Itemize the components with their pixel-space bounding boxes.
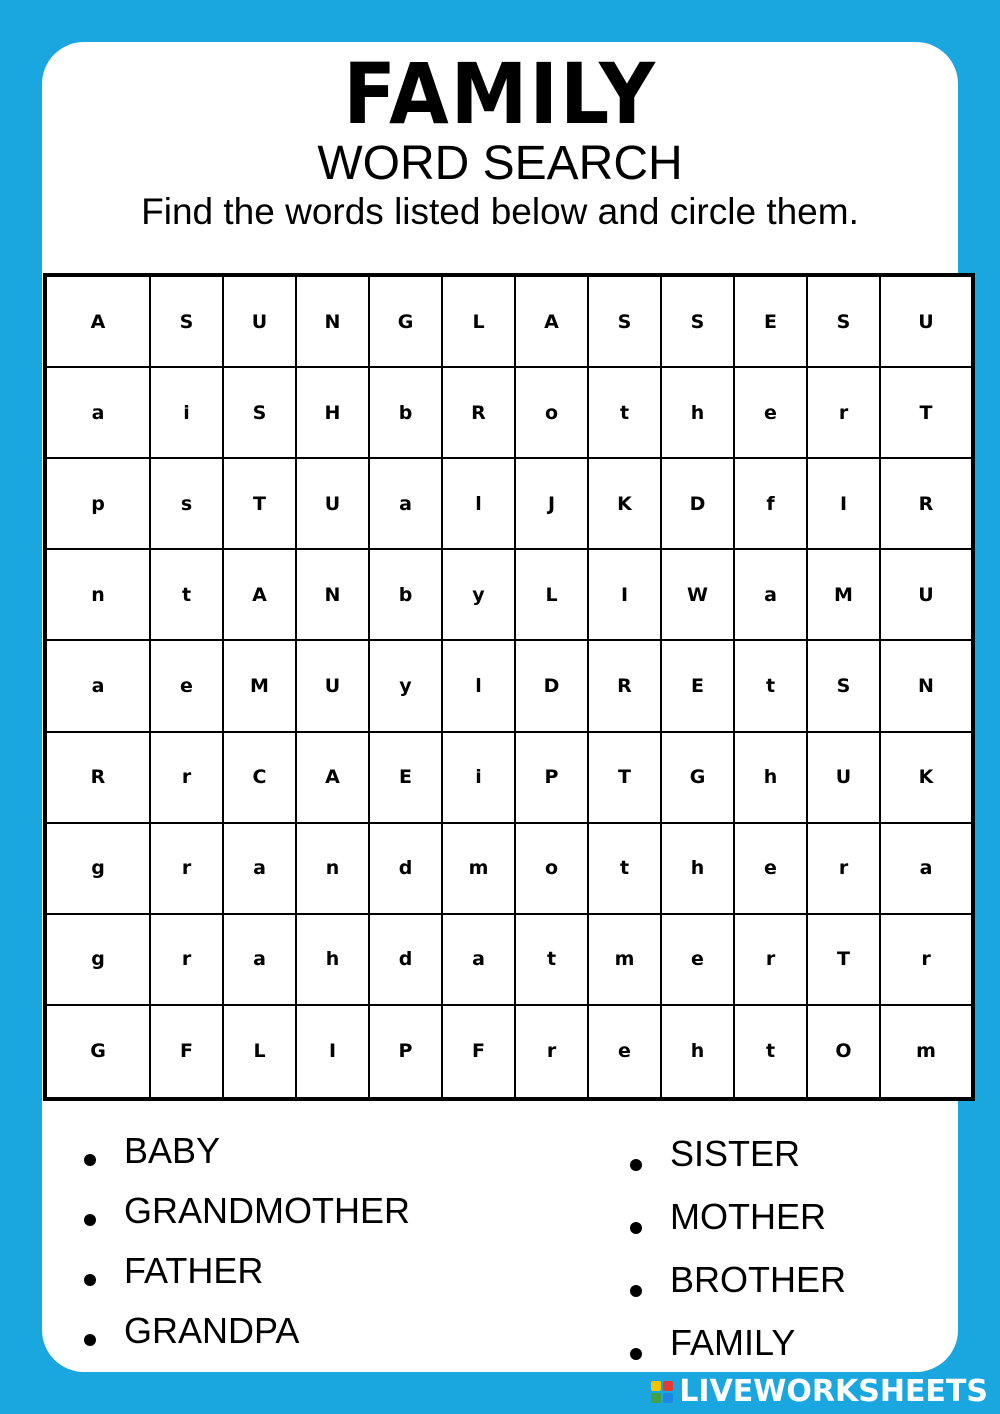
grid-cell[interactable]: i [443, 733, 516, 824]
grid-cell[interactable]: S [589, 277, 662, 368]
grid-cell[interactable]: K [589, 459, 662, 550]
grid-cell[interactable]: h [735, 733, 808, 824]
brand-name: LIVEWORKSHEETS [679, 1374, 988, 1409]
grid-cell[interactable]: o [516, 368, 589, 459]
grid-cell[interactable]: A [516, 277, 589, 368]
grid-cell[interactable]: G [47, 1006, 151, 1097]
grid-cell[interactable]: n [297, 824, 370, 915]
grid-cell[interactable]: e [662, 915, 735, 1006]
grid-cell[interactable]: e [151, 641, 224, 732]
grid-cell[interactable]: R [589, 641, 662, 732]
grid-cell[interactable]: r [151, 915, 224, 1006]
grid-cell[interactable]: h [662, 824, 735, 915]
grid-cell[interactable]: b [370, 550, 443, 641]
grid-cell[interactable]: S [151, 277, 224, 368]
grid-cell[interactable]: L [443, 277, 516, 368]
grid-cell[interactable]: K [881, 733, 971, 824]
grid-cell[interactable]: h [662, 368, 735, 459]
grid-cell[interactable]: m [589, 915, 662, 1006]
grid-cell[interactable]: A [297, 733, 370, 824]
grid-cell[interactable]: n [47, 550, 151, 641]
grid-cell[interactable]: t [516, 915, 589, 1006]
word-list-item: GRANDPA [84, 1310, 410, 1370]
grid-cell[interactable]: M [808, 550, 881, 641]
word-list-item: FAMILY [630, 1322, 846, 1385]
grid-cell[interactable]: e [735, 824, 808, 915]
grid-cell[interactable]: h [662, 1006, 735, 1097]
grid-cell[interactable]: O [808, 1006, 881, 1097]
grid-cell[interactable]: a [443, 915, 516, 1006]
grid-cell[interactable]: a [47, 368, 151, 459]
page-title: FAMILY [343, 45, 657, 143]
grid-cell[interactable]: N [297, 550, 370, 641]
grid-cell[interactable]: J [516, 459, 589, 550]
word-list-item: FATHER [84, 1250, 410, 1310]
grid-cell[interactable]: I [808, 459, 881, 550]
grid-cell[interactable]: D [516, 641, 589, 732]
grid-cell[interactable]: U [297, 641, 370, 732]
grid-cell[interactable]: a [224, 915, 297, 1006]
grid-cell[interactable]: g [47, 915, 151, 1006]
grid-cell[interactable]: G [370, 277, 443, 368]
grid-cell[interactable]: d [370, 915, 443, 1006]
grid-cell[interactable]: R [47, 733, 151, 824]
grid-cell[interactable]: s [151, 459, 224, 550]
grid-cell[interactable]: r [735, 915, 808, 1006]
grid-cell[interactable]: m [443, 824, 516, 915]
grid-cell[interactable]: r [808, 368, 881, 459]
grid-cell[interactable]: L [224, 1006, 297, 1097]
grid-cell[interactable]: l [443, 641, 516, 732]
instructions-text: Find the words listed below and circle them. [141, 191, 859, 232]
word-list-item: SISTER [630, 1133, 846, 1196]
word-list-item: MOTHER [630, 1196, 846, 1259]
grid-cell[interactable]: t [151, 550, 224, 641]
grid-cell[interactable]: e [589, 1006, 662, 1097]
grid-cell[interactable]: A [224, 550, 297, 641]
grid-cell[interactable]: e [735, 368, 808, 459]
grid-cell[interactable]: y [443, 550, 516, 641]
grid-cell[interactable]: T [881, 368, 971, 459]
grid-cell[interactable]: N [881, 641, 971, 732]
grid-cell[interactable]: R [881, 459, 971, 550]
word-list-left [84, 1130, 410, 1370]
grid-cell[interactable]: H [297, 368, 370, 459]
grid-cell[interactable]: T [224, 459, 297, 550]
grid-cell[interactable]: T [589, 733, 662, 824]
grid-cell[interactable]: E [735, 277, 808, 368]
grid-cell[interactable]: S [224, 368, 297, 459]
grid-cell[interactable]: R [443, 368, 516, 459]
grid-cell[interactable]: E [662, 641, 735, 732]
grid-cell[interactable]: a [735, 550, 808, 641]
grid-cell[interactable]: D [662, 459, 735, 550]
grid-cell[interactable]: A [47, 277, 151, 368]
grid-cell[interactable]: S [662, 277, 735, 368]
grid-cell[interactable]: I [297, 1006, 370, 1097]
grid-cell[interactable]: t [735, 641, 808, 732]
grid-cell[interactable]: r [808, 824, 881, 915]
grid-cell[interactable]: M [224, 641, 297, 732]
grid-cell[interactable]: S [808, 277, 881, 368]
grid-cell[interactable]: l [443, 459, 516, 550]
grid-cell[interactable]: h [297, 915, 370, 1006]
grid-cell[interactable]: a [370, 459, 443, 550]
word-search-grid [43, 273, 975, 1101]
logo-square [651, 1381, 661, 1391]
grid-cell[interactable]: b [370, 368, 443, 459]
grid-cell[interactable]: I [589, 550, 662, 641]
logo-square [663, 1381, 673, 1391]
grid-cell[interactable]: L [516, 550, 589, 641]
word-list-item: GRANDMOTHER [84, 1190, 410, 1250]
grid-cell[interactable]: U [224, 277, 297, 368]
grid-cell[interactable]: g [47, 824, 151, 915]
grid-cell[interactable]: p [47, 459, 151, 550]
grid-cell[interactable]: F [151, 1006, 224, 1097]
grid-cell[interactable]: N [297, 277, 370, 368]
liveworksheets-logo-icon [651, 1381, 673, 1403]
grid-cell[interactable]: F [443, 1006, 516, 1097]
grid-cell[interactable]: P [370, 1006, 443, 1097]
grid-cell[interactable]: r [881, 915, 971, 1006]
grid-cell[interactable]: r [516, 1006, 589, 1097]
grid-cell[interactable]: m [916, 1040, 936, 1063]
grid-cell[interactable]: C [224, 733, 297, 824]
grid-cell[interactable]: r [151, 824, 224, 915]
grid-cell[interactable]: a [47, 641, 151, 732]
grid-cell[interactable]: f [735, 459, 808, 550]
grid-cell[interactable]: W [662, 550, 735, 641]
grid-cell[interactable]: t [589, 824, 662, 915]
grid-cell[interactable]: T [808, 915, 881, 1006]
word-list-item: BROTHER [630, 1259, 846, 1322]
brand-footer [651, 1374, 988, 1409]
grid-cell[interactable]: G [662, 733, 735, 824]
grid-cell[interactable]: S [808, 641, 881, 732]
word-list-item: BABY [84, 1130, 410, 1190]
grid-cell[interactable]: U [881, 277, 971, 368]
grid-cell[interactable]: U [808, 733, 881, 824]
grid-cell[interactable]: U [881, 550, 971, 641]
word-list-right [630, 1133, 846, 1385]
grid-cell[interactable]: i [151, 368, 224, 459]
grid-cell[interactable]: a [224, 824, 297, 915]
grid-cell[interactable]: o [516, 824, 589, 915]
grid-cell[interactable]: t [589, 368, 662, 459]
grid-cell[interactable]: r [151, 733, 224, 824]
grid-cell[interactable]: U [297, 459, 370, 550]
grid-cell[interactable]: a [881, 824, 971, 915]
grid-cell[interactable]: y [370, 641, 443, 732]
grid-cell[interactable]: t [735, 1006, 808, 1097]
grid-cell[interactable]: P [516, 733, 589, 824]
grid-cell[interactable]: E [370, 733, 443, 824]
grid-cell[interactable]: d [370, 824, 443, 915]
page-subtitle: WORD SEARCH [317, 137, 683, 190]
logo-square [663, 1393, 673, 1403]
logo-square [651, 1393, 661, 1403]
